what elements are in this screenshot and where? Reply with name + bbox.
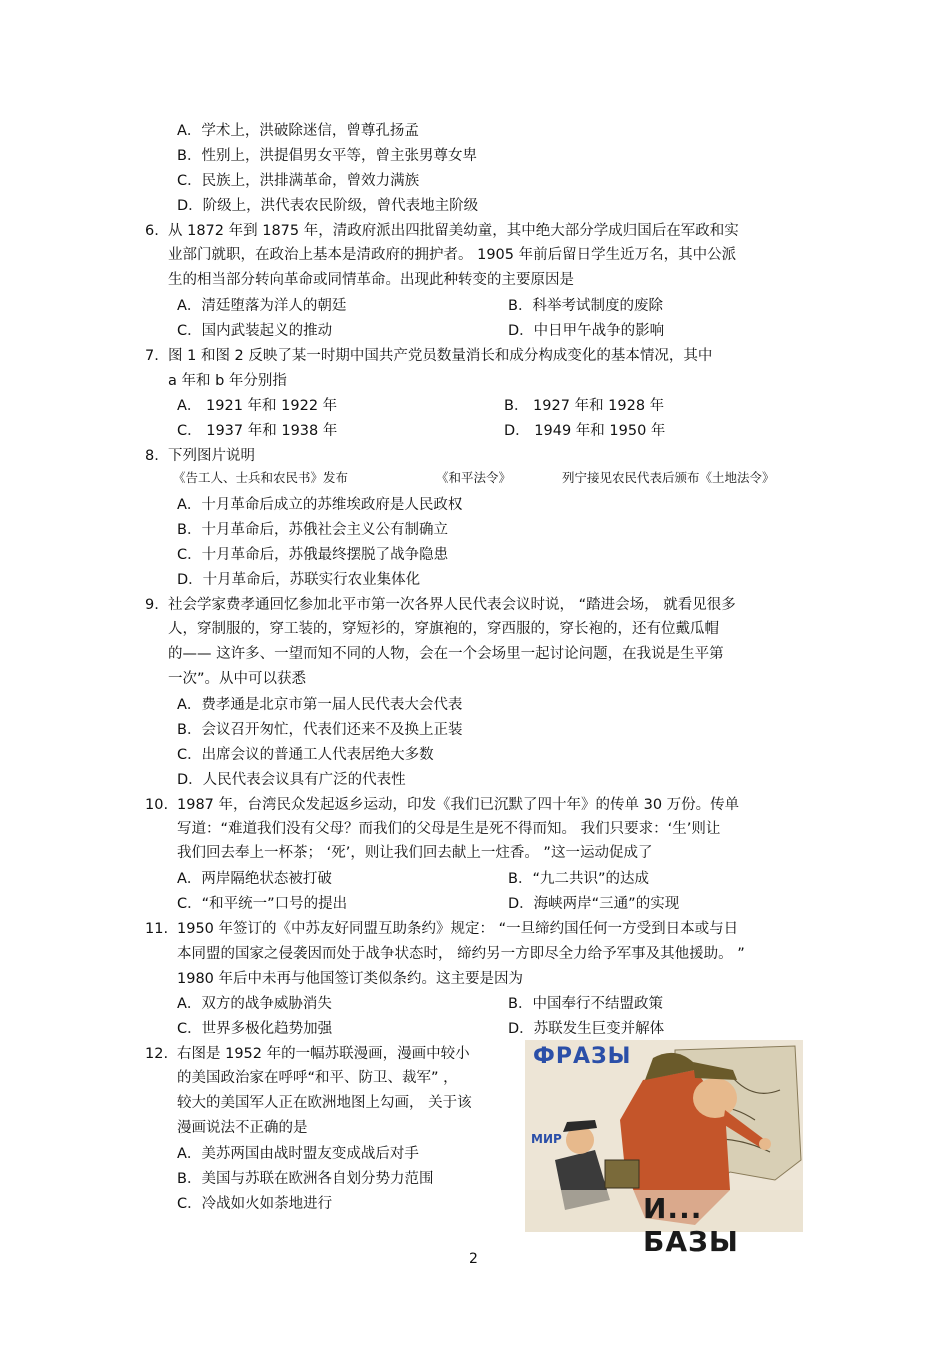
q11-number: 11. — [145, 921, 169, 937]
q9-stem-line: 的—— 这许多、一望而知不同的人物，会在一个会场里一起讨论问题，在我说是生平第 — [168, 646, 724, 662]
q12-stem-line: 的美国政治家在呼呼“和平、防卫、裁军” ， — [177, 1070, 458, 1086]
q7-stem-line: a 年和 b 年分别指 — [168, 373, 287, 389]
q8-number: 8. — [145, 448, 159, 464]
q9-number: 9. — [145, 597, 159, 613]
q10-option-c: C．“和平统一”口号的提出 — [177, 896, 348, 912]
q8-option-d: D．十月革命后，苏联实行农业集体化 — [177, 572, 421, 588]
q5-option-b: B．性别上，洪提倡男女平等，曾主张男尊女卑 — [177, 148, 477, 164]
q10-number: 10. — [145, 797, 169, 813]
q9-stem-line: 人，穿制服的，穿工装的，穿短衫的，穿旗袍的，穿西服的，穿长袍的，还有位戴瓜帽 — [168, 621, 719, 637]
q9-option-a: A．费孝通是北京市第一届人民代表大会代表 — [177, 697, 463, 713]
q11-option-a: A．双方的战争威胁消失 — [177, 996, 332, 1012]
q6-stem-line: 业部门就职，在政治上基本是清政府的拥护者。 1905 年前后留日学生近万名，其中公派 — [168, 247, 737, 263]
q9-stem-line: 一次”。从中可以获悉 — [168, 671, 307, 687]
q10-option-a: A．两岸隔绝状态被打破 — [177, 871, 332, 887]
q9-stem-line: 社会学家费孝通回忆参加北平市第一次各界人民代表会议时说， “踏进会场， 就看见很多 — [168, 597, 736, 613]
q5-option-d: D．阶级上，洪代表农民阶级，曾代表地主阶级 — [177, 198, 479, 214]
q7-option-b: B． 1927 年和 1928 年 — [504, 398, 665, 414]
q8-option-b: B．十月革命后，苏俄社会主义公有制确立 — [177, 522, 448, 538]
q11-stem-line: 本同盟的国家之侵袭因而处于战争状态时， 缔约另一方即尽全力给予军事及其他援助。 ” — [177, 946, 745, 962]
q6-option-b: B．科举考试制度的废除 — [508, 298, 663, 314]
q11-stem-line: 1980 年后中未再与他国签订类似条约。这主要是因为 — [177, 971, 524, 987]
q10-stem-line: 我们回去奉上一杯茶； ‘死’，则让我们回去献上一炷香。 ”这一运动促成了 — [177, 845, 653, 861]
q7-option-c: C． 1937 年和 1938 年 — [177, 423, 338, 439]
q6-stem-line: 从 1872 年到 1875 年，清政府派出四批留美幼童，其中绝大部分学成归国后在军政和实 — [168, 223, 739, 239]
q6-number: 6. — [145, 223, 159, 239]
q9-option-c: C．出席会议的普通工人代表居绝大多数 — [177, 747, 434, 763]
q11-option-d: D．苏联发生巨变并解体 — [508, 1021, 665, 1037]
q12-number: 12. — [145, 1046, 169, 1062]
q6-option-c: C．国内武装起义的推动 — [177, 323, 333, 339]
q12-option-b: B．美国与苏联在欧洲各自划分势力范围 — [177, 1171, 434, 1187]
soviet-cartoon-image — [525, 1040, 803, 1258]
q8-stem: 下列图片说明 — [168, 448, 255, 464]
q5-option-c: C．民族上，洪排满革命，曾效力满族 — [177, 173, 420, 189]
q8-option-a: A．十月革命后成立的苏维埃政府是人民政权 — [177, 497, 463, 513]
q12-option-c: C．冷战如火如荼地进行 — [177, 1196, 333, 1212]
q10-stem-line: 1987 年，台湾民众发起返乡运动，印发《我们已沉默了四十年》的传单 30 万份。传单 — [177, 797, 740, 813]
q7-option-d: D． 1949 年和 1950 年 — [504, 423, 666, 439]
q9-option-d: D．人民代表会议具有广泛的代表性 — [177, 772, 406, 788]
q11-option-b: B．中国奉行不结盟政策 — [508, 996, 663, 1012]
q12-stem-line: 右图是 1952 年的一幅苏联漫画，漫画中较小 — [177, 1046, 470, 1062]
q6-option-a: A．清廷堕落为洋人的朝廷 — [177, 298, 347, 314]
q8-caption-1: 《告工人、士兵和农民书》发布 — [173, 470, 349, 485]
cartoon-title-bottom: И... БАЗЫ — [643, 1192, 739, 1258]
q8-caption-3: 列宁接见农民代表后颁布《土地法令》 — [562, 470, 775, 485]
q6-option-d: D．中日甲午战争的影响 — [508, 323, 665, 339]
q10-stem-line: 写道：“难道我们没有父母？而我们的父母是生是死不得而知。 我们只要求：‘生’则让 — [177, 821, 721, 837]
q9-option-b: B．会议召开匆忙，代表们还来不及换上正装 — [177, 722, 463, 738]
q11-option-c: C．世界多极化趋势加强 — [177, 1021, 333, 1037]
q11-stem-line: 1950 年签订的《中苏友好同盟互助条约》规定： “一旦缔约国任何一方受到日本或与日 — [177, 921, 739, 937]
q10-option-d: D．海峡两岸“三通”的实现 — [508, 896, 680, 912]
q10-option-b: B．“九二共识”的达成 — [508, 871, 649, 887]
q7-option-a: A． 1921 年和 1922 年 — [177, 398, 338, 414]
q8-option-c: C．十月革命后，苏俄最终摆脱了战争隐患 — [177, 547, 449, 563]
q12-option-a: A．美苏两国由战时盟友变成战后对手 — [177, 1146, 419, 1162]
q7-stem-line: 图 1 和图 2 反映了某一时期中国共产党员数量消长和成分构成变化的基本情况，其中 — [168, 348, 713, 364]
cartoon-small-text: МИР — [531, 1132, 562, 1146]
q7-number: 7. — [145, 348, 159, 364]
q6-stem-line: 生的相当部分转向革命或同情革命。出现此种转变的主要原因是 — [168, 272, 574, 288]
q12-stem-line: 漫画说法不正确的是 — [177, 1120, 308, 1136]
q5-option-a: A．学术上，洪破除迷信，曾尊孔扬孟 — [177, 123, 419, 139]
cartoon-title-top: ФРАЗЫ — [533, 1044, 632, 1069]
q12-stem-line: 较大的美国军人正在欧洲地图上勾画， 关于该 — [177, 1095, 472, 1111]
page-number: 2 — [469, 1251, 478, 1267]
q8-caption-2: 《和平法令》 — [436, 470, 512, 485]
